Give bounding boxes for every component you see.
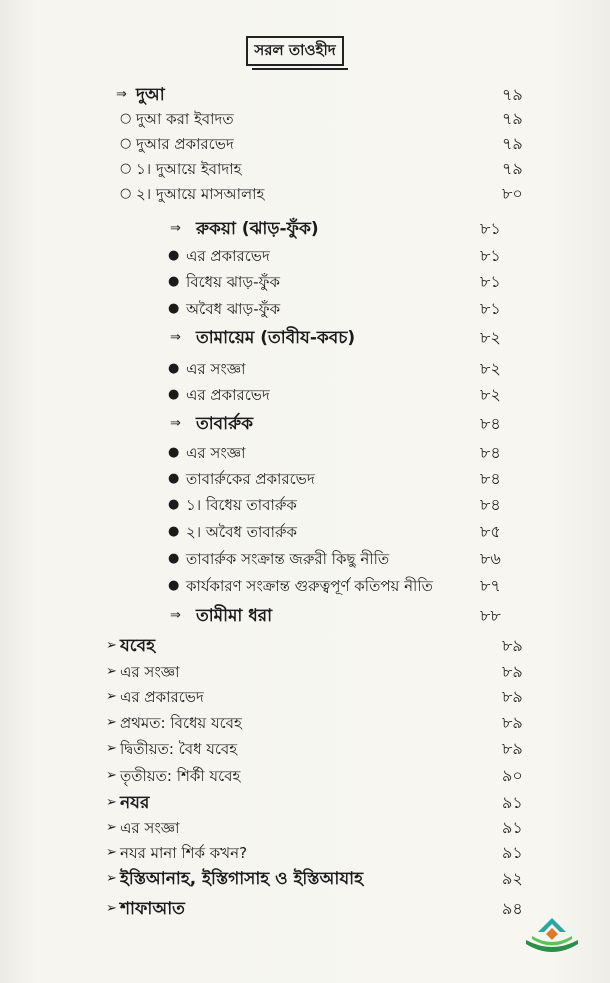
toc-bullet: ➢ (106, 638, 117, 653)
toc-page-number: ৯০ (502, 766, 523, 785)
toc-entry (0, 866, 610, 892)
toc-entry-title: রুকয়া (ঝাড়-ফুঁক) (196, 219, 319, 239)
toc-entry-title: ২। দুআয়ে মাসআলাহ (136, 185, 265, 203)
toc-page-number: ৮৯ (502, 636, 523, 655)
toc-page-number: ৮৪ (480, 414, 501, 433)
toc-entry-title: দুআ (136, 85, 165, 105)
toc-entry-title: এর সংজ্ঞা (120, 819, 180, 837)
toc-bullet: ● (168, 274, 180, 289)
toc-bullet: ● (168, 248, 180, 263)
toc-entry-title: নযর মানা শির্ক কখন? (120, 844, 248, 862)
toc-page-number: ৮৬ (480, 549, 501, 568)
toc-bullet: ➢ (106, 820, 117, 835)
toc-entry (0, 243, 610, 269)
toc-page-number: ৮১ (480, 272, 501, 291)
toc-page-number: ৮৪ (480, 495, 501, 514)
publisher-logo-icon (522, 914, 582, 962)
toc-bullet: ➢ (106, 741, 117, 756)
toc-page-number: ৮৯ (502, 662, 523, 681)
toc-bullet: ○ (120, 111, 132, 126)
toc-page-number: ৮১ (480, 299, 501, 318)
toc-bullet: ● (168, 471, 180, 486)
toc-bullet: ● (168, 301, 180, 316)
header-title: সরল তাওহীদ (254, 40, 336, 59)
toc-page-number: ৯১ (502, 843, 523, 862)
toc-entry-title: দুআ করা ইবাদত (136, 110, 234, 128)
toc-entry (0, 659, 610, 685)
toc-entry-title: বিধেয় ঝাড়-ফুঁক (186, 273, 280, 291)
toc-bullet: ⇒ (170, 221, 181, 236)
toc-bullet: ➢ (106, 795, 117, 810)
toc-entry (0, 603, 610, 629)
toc-entry-title: ইস্তিআনাহ, ইস্তিগাসাহ ও ইস্তিআযাহ (120, 869, 364, 889)
toc-entry-title: দুআর প্রকারভেদ (136, 135, 234, 153)
toc-bullet: ○ (120, 161, 132, 176)
toc-entry (0, 411, 610, 437)
toc-entry (0, 269, 610, 295)
toc-entry (0, 815, 610, 841)
toc-entry (0, 382, 610, 408)
toc-entry-title: এর প্রকারভেদ (186, 247, 270, 265)
toc-bullet: ● (168, 578, 180, 593)
toc-bullet: ● (168, 445, 180, 460)
toc-page-number: ৮৮ (480, 606, 501, 625)
toc-entry (0, 840, 610, 866)
toc-bullet: ➢ (106, 871, 117, 886)
toc-entry (0, 356, 610, 382)
toc-entry-title: তাবার্রুক সংক্রান্ত জরুরী কিছু নীতি (186, 550, 390, 568)
toc-entry-title: তামীমা ধরা (196, 606, 273, 626)
toc-entry (0, 736, 610, 762)
toc-entry-title: তৃতীয়ত: শির্কী যবেহ (120, 767, 241, 785)
toc-entry (0, 440, 610, 466)
toc-bullet: ● (168, 361, 180, 376)
toc-entry (0, 684, 610, 710)
toc-entry-title: যবেহ (120, 636, 156, 656)
toc-entry-title: তামায়েম (তাবীয-কবচ) (196, 328, 356, 348)
toc-entry (0, 546, 610, 572)
toc-page-number: ৯১ (502, 818, 523, 837)
toc-bullet: ➢ (106, 901, 117, 916)
toc-bullet: ○ (120, 136, 132, 151)
toc-page-number: ৯২ (502, 869, 523, 888)
toc-page-number: ৮৪ (480, 469, 501, 488)
toc-bullet: ⇒ (170, 608, 181, 623)
toc-entry-title: এর প্রকারভেদ (186, 386, 270, 404)
toc-entry (0, 82, 610, 108)
toc-entry (0, 131, 610, 157)
toc-entry (0, 896, 610, 922)
toc-page-number: ৭৯ (502, 159, 523, 178)
toc-entry-title: নযর (120, 793, 150, 813)
toc-entry (0, 296, 610, 322)
toc-page-number: ৭৯ (502, 109, 523, 128)
toc-entry (0, 156, 610, 182)
toc-bullet: ➢ (106, 664, 117, 679)
toc-bullet: ⇒ (170, 330, 181, 345)
toc-page-number: ৮২ (480, 385, 501, 404)
toc-entry (0, 519, 610, 545)
toc-page-number: ৮৯ (502, 687, 523, 706)
toc-page-number: ৮৫ (480, 522, 501, 541)
toc-bullet: ● (168, 551, 180, 566)
toc-page-number: ৭৯ (502, 134, 523, 153)
toc-page-number: ৯৪ (502, 899, 523, 918)
toc-entry (0, 181, 610, 207)
toc-bullet: ➢ (106, 845, 117, 860)
toc-entry-title: ১। দুআয়ে ইবাদাহ (136, 160, 242, 178)
toc-entry-title: তাবার্রুকের প্রকারভেদ (186, 470, 315, 488)
toc-entry-title: এর সংজ্ঞা (186, 444, 246, 462)
toc-bullet: ⇒ (170, 416, 181, 431)
toc-entry-title: প্রথমত: বিধেয় যবেহ (120, 714, 242, 732)
toc-entry (0, 106, 610, 132)
toc-page-number: ৮২ (480, 359, 501, 378)
toc-page-number: ৮০ (502, 184, 523, 203)
toc-entry (0, 466, 610, 492)
toc-entry-title: এর প্রকারভেদ (120, 688, 204, 706)
toc-entry (0, 710, 610, 736)
toc-page-number: ৮৯ (502, 739, 523, 758)
toc-page-number: ৮২ (480, 328, 501, 347)
toc-bullet: ● (168, 387, 180, 402)
toc-bullet: ➢ (106, 768, 117, 783)
toc-entry-title: অবৈধ ঝাড়-ফুঁক (186, 300, 281, 318)
toc-page-number: ৯১ (502, 793, 523, 812)
toc-entry (0, 216, 610, 242)
toc-entry-title: তাবার্রুক (196, 414, 254, 434)
toc-entry (0, 790, 610, 816)
toc-bullet: ● (168, 497, 180, 512)
toc-bullet: ⇒ (116, 87, 127, 102)
toc-page-number: ৮৪ (480, 443, 501, 462)
toc-entry (0, 633, 610, 659)
toc-entry (0, 763, 610, 789)
toc-entry-title: এর সংজ্ঞা (120, 663, 180, 681)
toc-entry-title: ১। বিধেয় তাবার্রুক (186, 496, 297, 514)
toc-entry-title: কার্যকারণ সংক্রান্ত গুরুত্বপূর্ণ কতিপয় নীতি (186, 577, 433, 595)
toc-entry-title: দ্বিতীয়ত: বৈধ যবেহ (120, 740, 238, 758)
toc-bullet: ➢ (106, 715, 117, 730)
toc-entry-title: এর সংজ্ঞা (186, 360, 246, 378)
toc-entry (0, 492, 610, 518)
toc-entry-title: শাফাআত (120, 899, 185, 919)
toc-page-number: ৮৭ (480, 576, 501, 595)
toc-page-number: ৮১ (480, 246, 501, 265)
toc-page-number: ৮৯ (502, 713, 523, 732)
toc-bullet: ○ (120, 186, 132, 201)
toc-entry (0, 573, 610, 599)
toc-entry (0, 325, 610, 351)
toc-page-number: ৮১ (480, 219, 501, 238)
toc-bullet: ➢ (106, 689, 117, 704)
toc-page-number: ৭৯ (502, 85, 523, 104)
toc-bullet: ● (168, 524, 180, 539)
toc-entry-title: ২। অবৈধ তাবার্রুক (186, 523, 298, 541)
